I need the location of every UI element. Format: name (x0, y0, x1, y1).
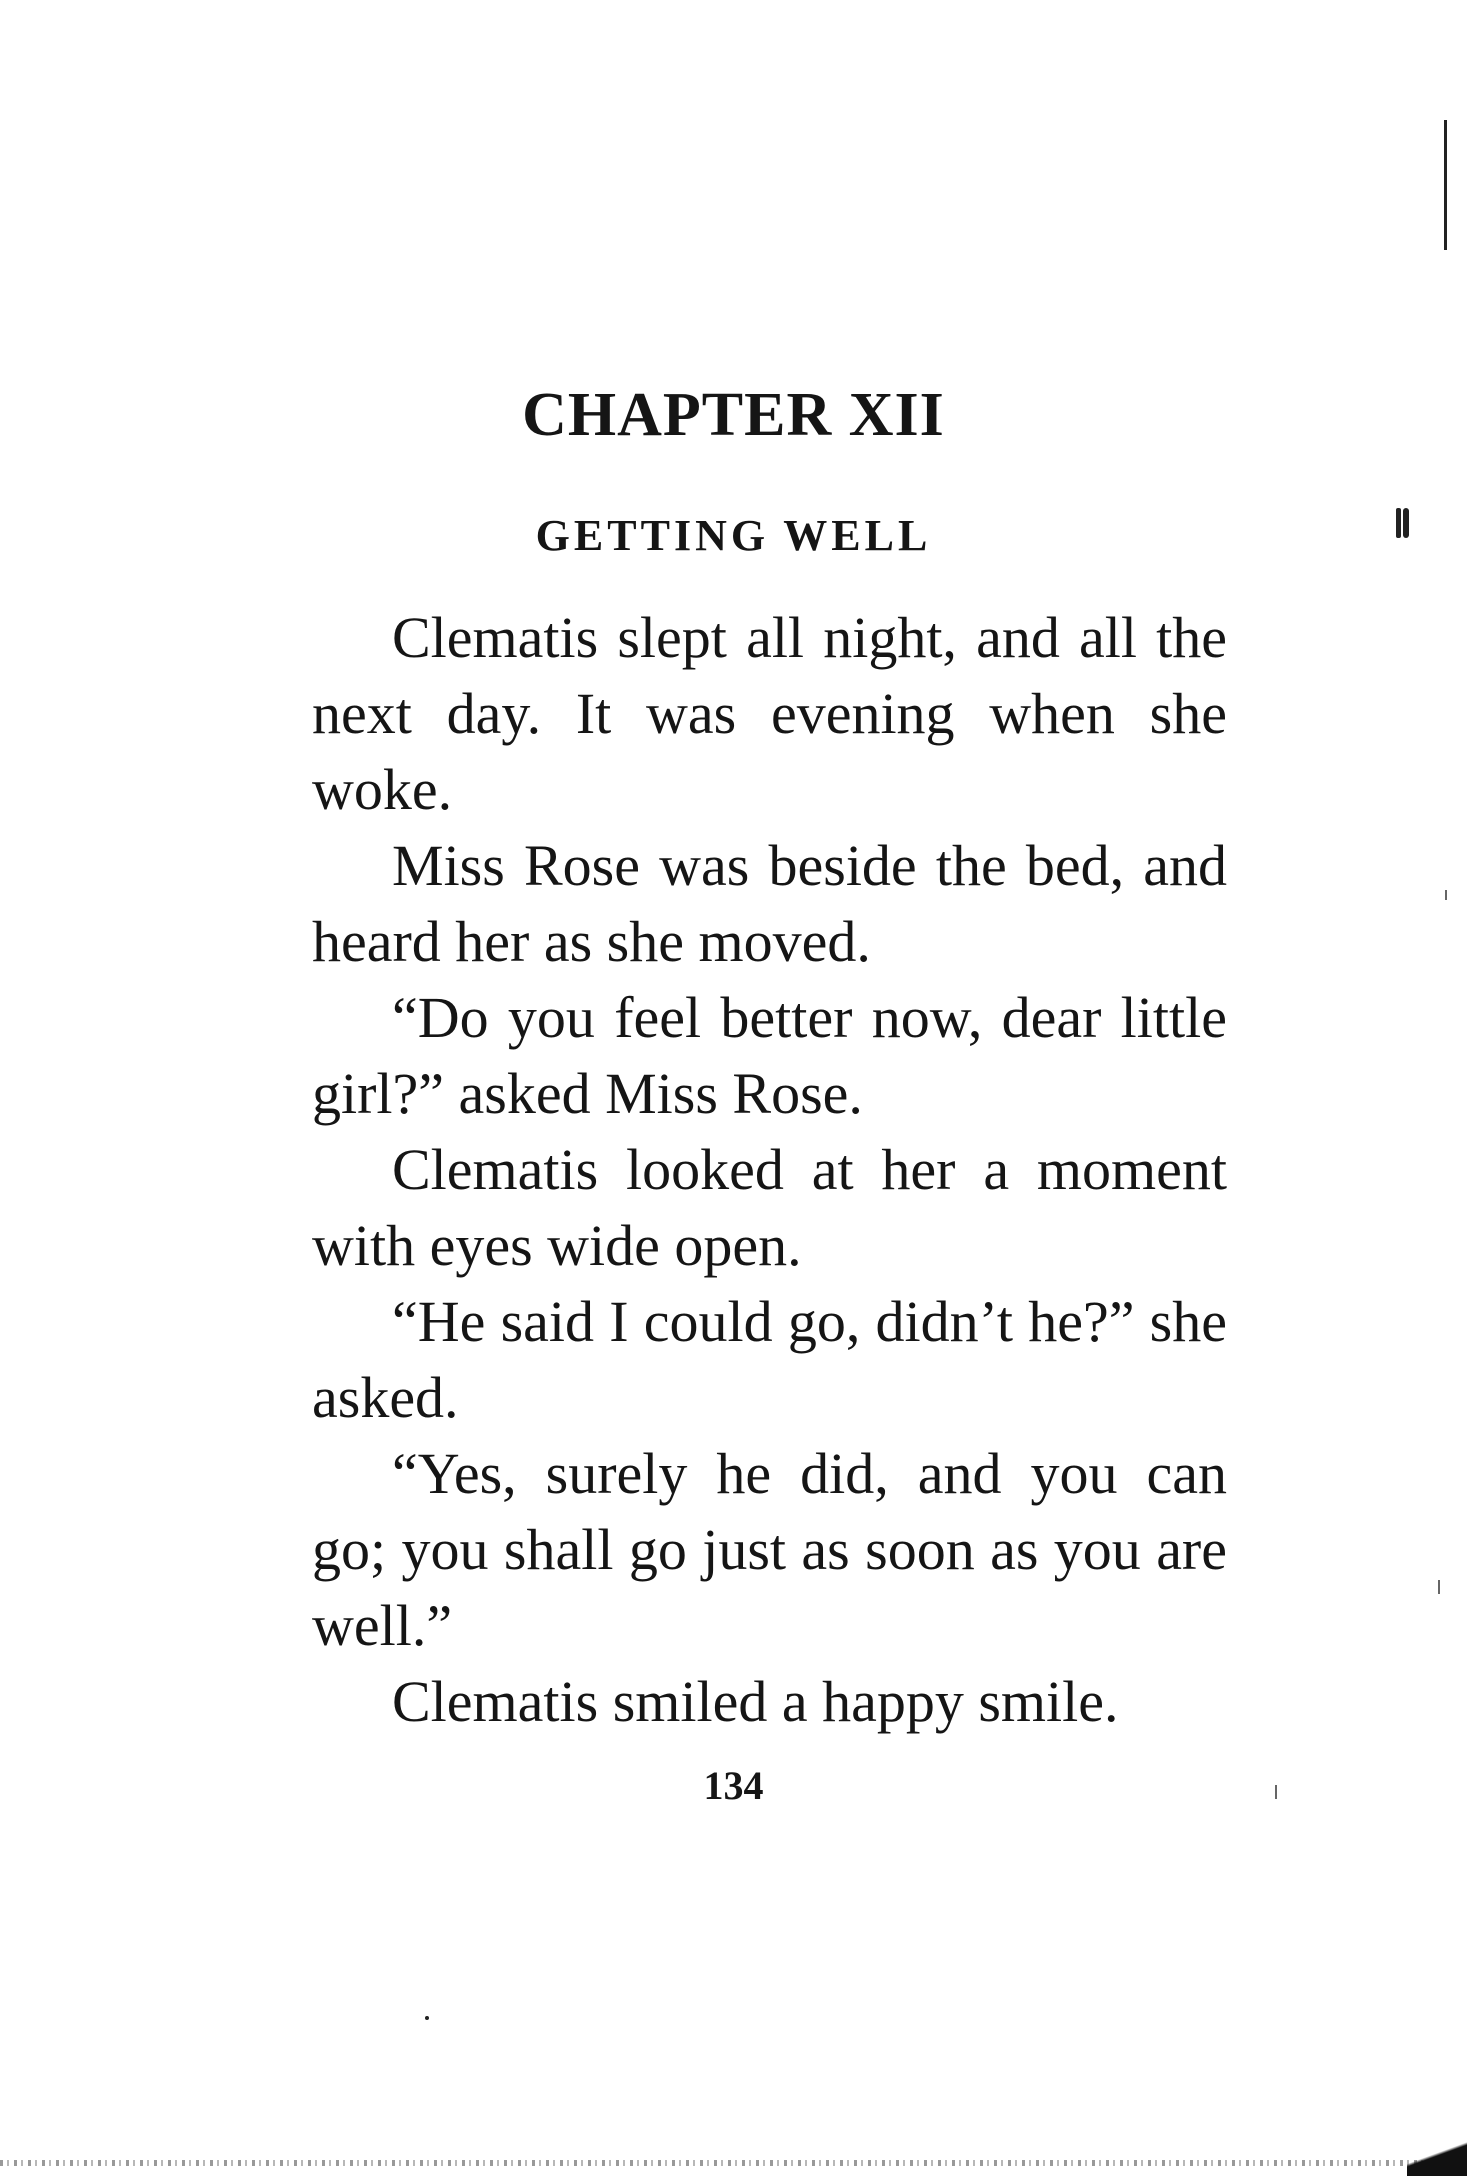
scan-corner-smudge (1407, 2136, 1467, 2176)
paragraph: Clematis slept all night, and all the next day. It was evening when she woke. (312, 605, 1227, 822)
chapter-title: CHAPTER XII (522, 381, 945, 449)
scan-bottom-edge (0, 2160, 1467, 2166)
scan-speck (1438, 1580, 1440, 1594)
paragraph: Clematis looked at her a moment with eyes wide open. (312, 1137, 1227, 1278)
scan-speck (1445, 890, 1447, 900)
scan-mark (1396, 508, 1401, 538)
paragraph: Clematis smiled a happy smile. (392, 1669, 1119, 1734)
paragraph: “Yes, surely he did, and you can go; you shall go just as soon as you are well.” (312, 1441, 1227, 1658)
paragraph: “Do you feel better now, dear little girl?” asked Miss Rose. (312, 985, 1227, 1126)
scan-mark (1403, 508, 1409, 538)
paragraph: Miss Rose was beside the bed, and heard her as she moved. (312, 833, 1227, 974)
scan-speck (425, 2016, 429, 2020)
body-text (312, 600, 1227, 1740)
scan-speck (1275, 1785, 1277, 1799)
scan-edge-line (1444, 120, 1447, 250)
paragraph: “He said I could go, didn’t he?” she asked. (312, 1289, 1227, 1430)
chapter-subtitle: GETTING WELL (535, 511, 932, 560)
page-number: 134 (703, 1763, 764, 1808)
